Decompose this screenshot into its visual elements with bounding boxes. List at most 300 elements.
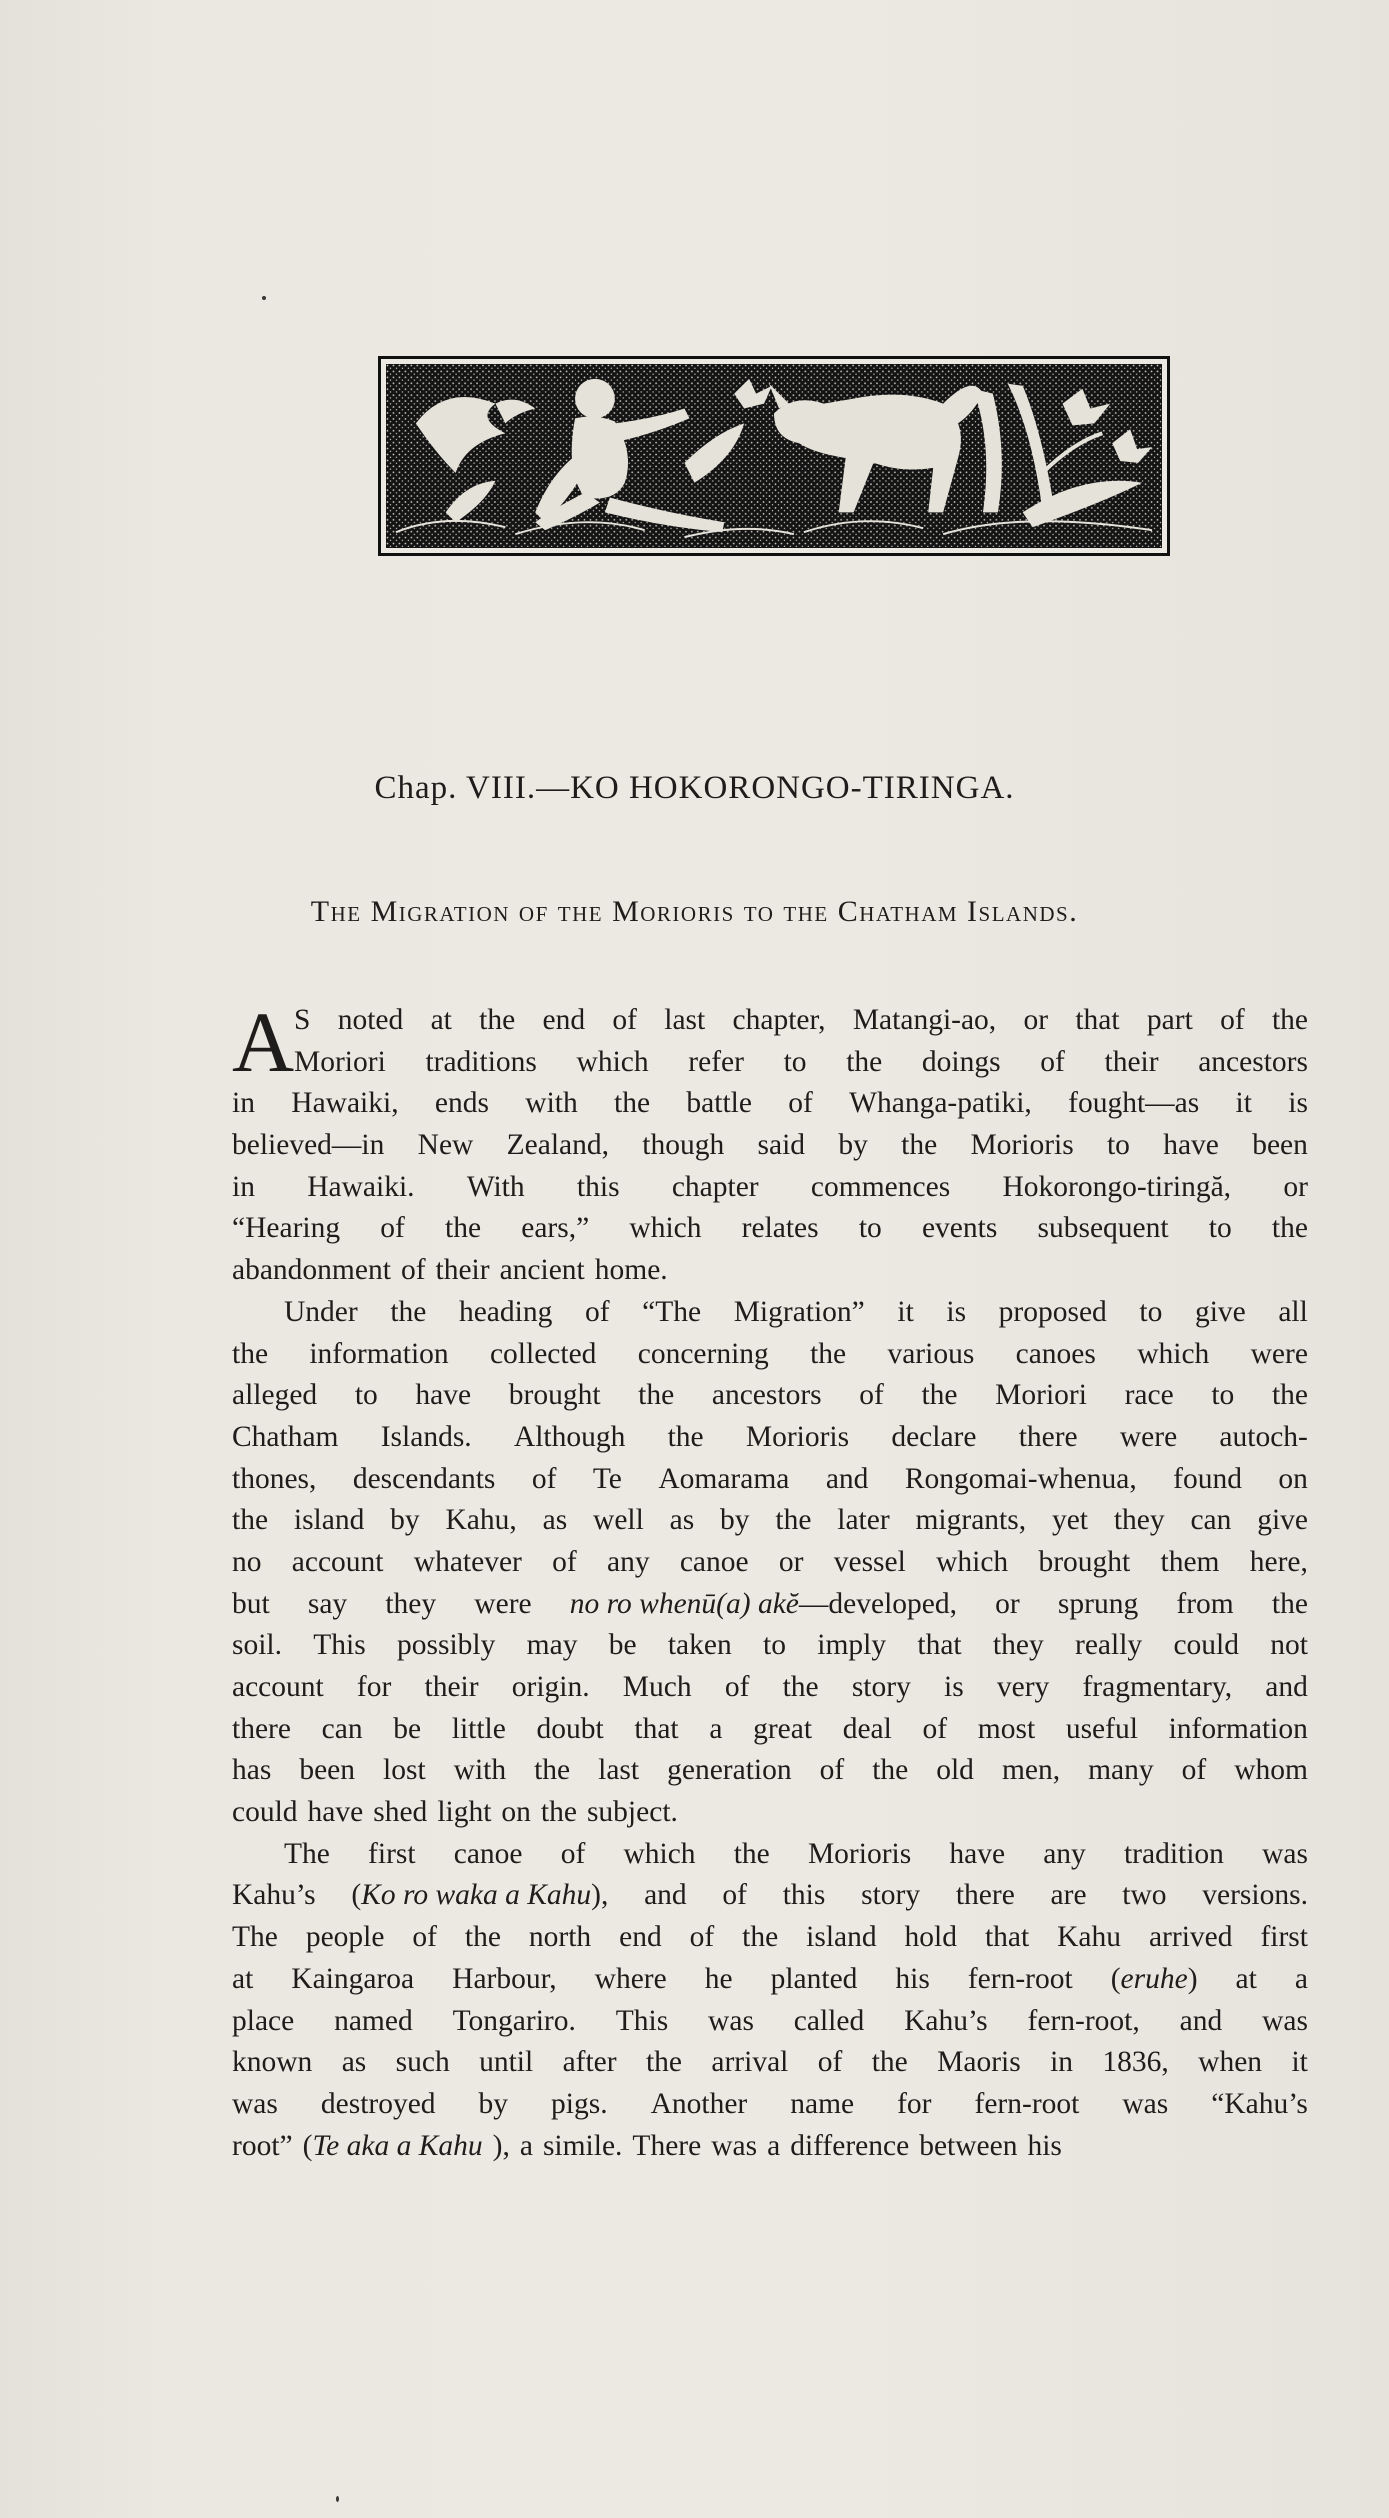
text-line (232, 1250, 1308, 1292)
word: were (1119, 1420, 1178, 1453)
text-line (232, 2001, 1308, 2043)
word: the (390, 1295, 427, 1328)
word: people (305, 1921, 385, 1954)
word: which (576, 1045, 649, 1078)
word: Moriori (995, 1379, 1087, 1412)
word: two (1122, 1879, 1167, 1912)
word: subsequent (1037, 1212, 1169, 1245)
word: no ro whenū(a) akĕ—developed, (569, 1587, 958, 1620)
text-line (232, 1584, 1308, 1626)
word: lost (383, 1754, 426, 1787)
word: story (861, 1879, 921, 1912)
word: information (309, 1337, 449, 1370)
word: noted (337, 1004, 404, 1036)
word: planted (770, 1962, 858, 1995)
word: chapter (671, 1170, 759, 1203)
word: part (1146, 1004, 1193, 1036)
word: to (763, 1629, 786, 1662)
word: say (307, 1587, 348, 1620)
word: of (584, 1295, 610, 1328)
word: the (1271, 1379, 1308, 1412)
word: was (711, 2129, 758, 2162)
word: account (291, 1545, 384, 1578)
word: which (1137, 1337, 1210, 1370)
word: great (753, 1712, 813, 1745)
word: Islands. (380, 1420, 472, 1453)
word: fought—as (1068, 1087, 1200, 1120)
word: light (437, 1796, 492, 1829)
text-line (232, 1750, 1308, 1792)
word: there (955, 1879, 1015, 1912)
word: the (846, 1045, 883, 1078)
text-line (232, 1208, 1308, 1250)
word: be (608, 1629, 637, 1662)
word: that (1075, 1004, 1120, 1036)
word: the (810, 1337, 847, 1370)
word: can (321, 1712, 363, 1745)
word: migrants, (915, 1504, 1027, 1537)
word: and (825, 1462, 869, 1495)
word: various (887, 1337, 975, 1370)
word: island (293, 1504, 365, 1537)
word: Kahu, (445, 1504, 517, 1537)
word: in (232, 1170, 255, 1203)
text-line (232, 1167, 1308, 1209)
word: the (733, 1837, 770, 1870)
word: yet (1051, 1504, 1088, 1537)
word: that (917, 1629, 962, 1662)
word: Te (592, 1462, 622, 1495)
word: north (528, 1921, 592, 1954)
word: of (722, 1879, 747, 1912)
word: Maoris (937, 2046, 1021, 2079)
word: The (284, 1837, 330, 1870)
word: to (1211, 1379, 1235, 1412)
word: whom (1234, 1754, 1308, 1787)
word: soil. (232, 1629, 282, 1662)
word: of (724, 1671, 750, 1703)
word: by (478, 2087, 509, 2120)
word: or (1283, 1170, 1308, 1203)
word: events (921, 1212, 998, 1245)
text-line (232, 1625, 1308, 1667)
word: that (634, 1712, 679, 1745)
word: were (474, 1587, 532, 1620)
word: ends (434, 1087, 489, 1120)
decorative-vignette (378, 356, 1170, 556)
word: there (1018, 1420, 1078, 1453)
word: by (720, 1504, 750, 1537)
word: they (1113, 1504, 1165, 1537)
word: the (667, 1420, 704, 1453)
word: collected (489, 1337, 597, 1370)
word: be (393, 1712, 422, 1745)
word: of (560, 1837, 586, 1870)
word: S (294, 1004, 311, 1036)
word: old (936, 1754, 974, 1787)
word: there (232, 1712, 291, 1745)
word: that (984, 1921, 1030, 1954)
word: which (623, 1837, 696, 1870)
word: end (542, 1004, 586, 1036)
word: chapter, (732, 1004, 826, 1036)
word: of (922, 1712, 948, 1745)
word: (Te aka a Kahu ), (302, 2129, 510, 2162)
word: traditions (425, 1045, 537, 1078)
word: he (704, 1962, 733, 1995)
word: their (435, 1254, 490, 1287)
word: between (919, 2129, 1018, 2162)
word: or (995, 1587, 1020, 1620)
word: it (897, 1295, 914, 1328)
word: With (466, 1170, 525, 1203)
word: of (1220, 1004, 1245, 1036)
text-line (232, 1083, 1308, 1125)
word: it (1291, 2046, 1308, 2079)
word: fern-root, (1027, 2004, 1140, 2037)
word: not (1270, 1629, 1308, 1662)
word: refer (688, 1045, 744, 1078)
word: This (615, 2004, 669, 2037)
word: when (1198, 2046, 1263, 2079)
word: their (424, 1671, 479, 1703)
text-line (232, 1334, 1308, 1376)
word: the (445, 1212, 482, 1245)
word: of (380, 1212, 405, 1245)
word: is (1288, 1087, 1308, 1120)
word: the (464, 1921, 501, 1954)
word: the (775, 1504, 812, 1537)
text-line (232, 1834, 1308, 1876)
word: here, (1249, 1545, 1308, 1578)
word: the (901, 1129, 938, 1162)
vignette-illustration (386, 364, 1162, 548)
word: and (644, 1879, 687, 1912)
word: which (936, 1545, 1009, 1578)
word: at (1235, 1962, 1257, 1995)
word: the (645, 2046, 683, 2079)
word: by (390, 1504, 420, 1537)
word: possibly (397, 1629, 496, 1662)
word: many (1088, 1754, 1154, 1787)
text-line (232, 1875, 1308, 1917)
word: has (232, 1754, 272, 1787)
section-title: The Migration of the Morioris to the Chatham Islands. (310, 895, 1079, 928)
word: this (576, 1170, 620, 1203)
word: the (638, 1379, 675, 1412)
word: the (479, 1004, 516, 1036)
word: or (1023, 1004, 1049, 1036)
word: Kaingaroa (291, 1962, 415, 1995)
word: give (1194, 1295, 1246, 1328)
text-line (232, 1375, 1308, 1417)
word: difference (790, 2129, 910, 2162)
word: the (1271, 1587, 1308, 1620)
word: useful (1065, 1712, 1138, 1745)
text-line (232, 1042, 1308, 1084)
text-line (232, 1959, 1308, 2001)
word: Hawaiki, (291, 1087, 399, 1120)
word: Moriori (294, 1045, 386, 1078)
word: any (1043, 1837, 1086, 1870)
word: to (354, 1379, 378, 1412)
word: and (1265, 1671, 1308, 1703)
word: may (526, 1629, 578, 1662)
word: of (400, 1254, 426, 1287)
word: subject. (586, 1796, 678, 1829)
word: men, (1001, 1754, 1061, 1787)
word: the (614, 1087, 651, 1120)
word: brought (1038, 1545, 1131, 1578)
text-line (232, 1459, 1308, 1501)
word: a (709, 1712, 723, 1745)
word: as (669, 1504, 695, 1537)
word: have (415, 1379, 472, 1412)
word: doubt (536, 1712, 604, 1745)
word: New (417, 1129, 474, 1162)
word: the (534, 1754, 571, 1787)
word: end (619, 1921, 662, 1954)
word: first (1260, 1921, 1308, 1954)
word: ancestors (711, 1379, 822, 1412)
word: in (1050, 2046, 1074, 2079)
word: all (1278, 1295, 1308, 1328)
word: Morioris (745, 1420, 850, 1453)
word: any (606, 1545, 650, 1578)
text-line (232, 1917, 1308, 1959)
word: this (782, 1879, 826, 1912)
word: the (1271, 1212, 1308, 1245)
word: to (858, 1212, 882, 1245)
word: his (895, 1962, 930, 1995)
word: the (782, 1671, 819, 1703)
word: (eruhe) (1110, 1962, 1198, 1995)
word: first (368, 1837, 416, 1870)
word: last (598, 1754, 640, 1787)
word: tradition (1123, 1837, 1224, 1870)
word: Hawaiki. (307, 1170, 415, 1203)
text-line (232, 2084, 1308, 2126)
text-line (232, 1500, 1308, 1542)
word: heading (458, 1295, 553, 1328)
word: imply (817, 1629, 887, 1662)
word: Under (284, 1295, 358, 1328)
text-line (232, 1125, 1308, 1167)
word: This (313, 1629, 366, 1662)
word: Migration” (733, 1295, 865, 1328)
word: abandonment (232, 1254, 391, 1287)
word: no (232, 1545, 262, 1578)
text-line (232, 1667, 1308, 1709)
word: arrived (1148, 1921, 1233, 1954)
word: descendants (352, 1462, 496, 1495)
text-line (232, 1709, 1308, 1751)
word: of (552, 1545, 577, 1578)
word: Kahu (1057, 1921, 1122, 1954)
word: where (594, 1962, 667, 1995)
word: his (1027, 2129, 1062, 2162)
text-line (232, 1292, 1308, 1334)
word: a (1294, 1962, 1308, 1995)
word: autoch- (1219, 1420, 1308, 1453)
word: said (757, 1129, 806, 1162)
word: shed (373, 1796, 428, 1829)
word: “Hearing (232, 1212, 341, 1245)
word: their (1104, 1045, 1159, 1078)
word: later (837, 1504, 890, 1537)
word: Hokorongo-tiringă, (1002, 1170, 1232, 1203)
word: of (819, 1754, 845, 1787)
word: ears,” (521, 1212, 590, 1245)
word: home. (594, 1254, 668, 1287)
word: vessel (833, 1545, 906, 1578)
word: Aomarama (658, 1462, 790, 1495)
word: for (356, 1671, 392, 1703)
word: most (977, 1712, 1036, 1745)
word: little (451, 1712, 506, 1745)
word: a (767, 2129, 781, 2162)
word: on (501, 1796, 531, 1829)
word: the (1271, 1004, 1308, 1036)
word: was (708, 2004, 754, 2037)
word: name (790, 2087, 855, 2120)
word: which (629, 1212, 702, 1245)
word: after (562, 2046, 617, 2079)
word: last (664, 1004, 706, 1036)
word: of (531, 1462, 557, 1495)
word: “Kahu’s (1211, 2087, 1308, 2120)
word: simile. (542, 2129, 623, 2162)
text-line (232, 2042, 1308, 2084)
word: until (479, 2046, 534, 2079)
word: named (334, 2004, 413, 2037)
text-line (232, 1417, 1308, 1459)
word: of (612, 1004, 637, 1036)
word: 1836, (1102, 2046, 1169, 2079)
word: from (1176, 1587, 1234, 1620)
word: thones, (232, 1462, 317, 1495)
text-line (232, 1792, 1308, 1834)
word: ancestors (1198, 1045, 1308, 1078)
body-text (232, 994, 1308, 2167)
word: a (519, 2129, 533, 2162)
word: proposed (998, 1295, 1107, 1328)
word: (Ko ro waka a Kahu), (351, 1879, 609, 1912)
word: pigs. (551, 2087, 608, 2120)
word: to (783, 1045, 807, 1078)
word: the (742, 1921, 779, 1954)
word: the (232, 1504, 269, 1537)
word: doings (921, 1045, 1001, 1078)
word: was (1122, 2087, 1169, 2120)
word: have (1163, 1129, 1219, 1162)
word: known (232, 2046, 313, 2079)
word: was (232, 2087, 278, 2120)
word: really (1075, 1629, 1143, 1662)
word: account (232, 1671, 324, 1703)
word: or (778, 1545, 804, 1578)
word: Rongomai-whenua, (904, 1462, 1137, 1495)
word: as (542, 1504, 568, 1537)
word: taken (667, 1629, 732, 1662)
word: as (341, 2046, 367, 2079)
word: race (1124, 1379, 1174, 1412)
word: Another (650, 2087, 748, 2120)
word: Matangi-ao, (852, 1004, 997, 1036)
word: could (1173, 1629, 1239, 1662)
word: Morioris (807, 1837, 912, 1870)
word: for (897, 2087, 932, 2120)
word: to (1208, 1212, 1232, 1245)
chapter-title: Chap. VIII.—KO HOKORONGO-TIRINGA. (374, 770, 1015, 806)
word: canoe (453, 1837, 523, 1870)
word: generation (667, 1754, 792, 1787)
word: concerning (637, 1337, 769, 1370)
word: The (232, 1921, 278, 1954)
text-line (232, 1542, 1308, 1584)
word: in (232, 1087, 255, 1120)
word: There (632, 2129, 702, 2162)
word: they (992, 1629, 1044, 1662)
word: origin. (511, 1671, 590, 1703)
word: of (788, 1087, 813, 1120)
word: Harbour, (452, 1962, 557, 1995)
word: on (1278, 1462, 1308, 1495)
word: give (1257, 1504, 1308, 1537)
word: information (1168, 1712, 1308, 1745)
word: have (307, 1796, 364, 1829)
word: versions. (1202, 1879, 1308, 1912)
word: sprung (1057, 1587, 1139, 1620)
word: deal (842, 1712, 892, 1745)
word: and (1179, 2004, 1223, 2037)
word: Kahu’s (904, 2004, 988, 2037)
word: been (299, 1754, 356, 1787)
word: canoes (1015, 1337, 1096, 1370)
word: of (859, 1379, 884, 1412)
word: well (593, 1504, 644, 1537)
word: story (851, 1671, 911, 1703)
word: root” (232, 2129, 293, 2162)
word: of (689, 1921, 715, 1954)
word: of (412, 1921, 437, 1954)
word: at (430, 1004, 452, 1036)
word: of (1040, 1045, 1065, 1078)
word: but (232, 1587, 270, 1620)
word: the (871, 2046, 908, 2079)
word: place (232, 2004, 295, 2037)
word: found (1173, 1462, 1242, 1495)
word: with (525, 1087, 578, 1120)
word: Zealand, (506, 1129, 610, 1162)
text-line (232, 1000, 1308, 1042)
word: Kahu’s (232, 1879, 316, 1912)
word: very (996, 1671, 1050, 1703)
word: them (1160, 1545, 1220, 1578)
word: fern-root (974, 2087, 1080, 2120)
drop-cap: A (232, 994, 295, 1090)
word: alleged (232, 1379, 318, 1412)
word: such (395, 2046, 450, 2079)
word: the (232, 1337, 269, 1370)
word: ancient (499, 1254, 585, 1287)
word: fern-root (967, 1962, 1073, 1995)
word: can (1190, 1504, 1232, 1537)
word: whatever (413, 1545, 522, 1578)
word: brought (508, 1379, 601, 1412)
word: was (1262, 1837, 1308, 1870)
word: believed—in (232, 1129, 385, 1162)
